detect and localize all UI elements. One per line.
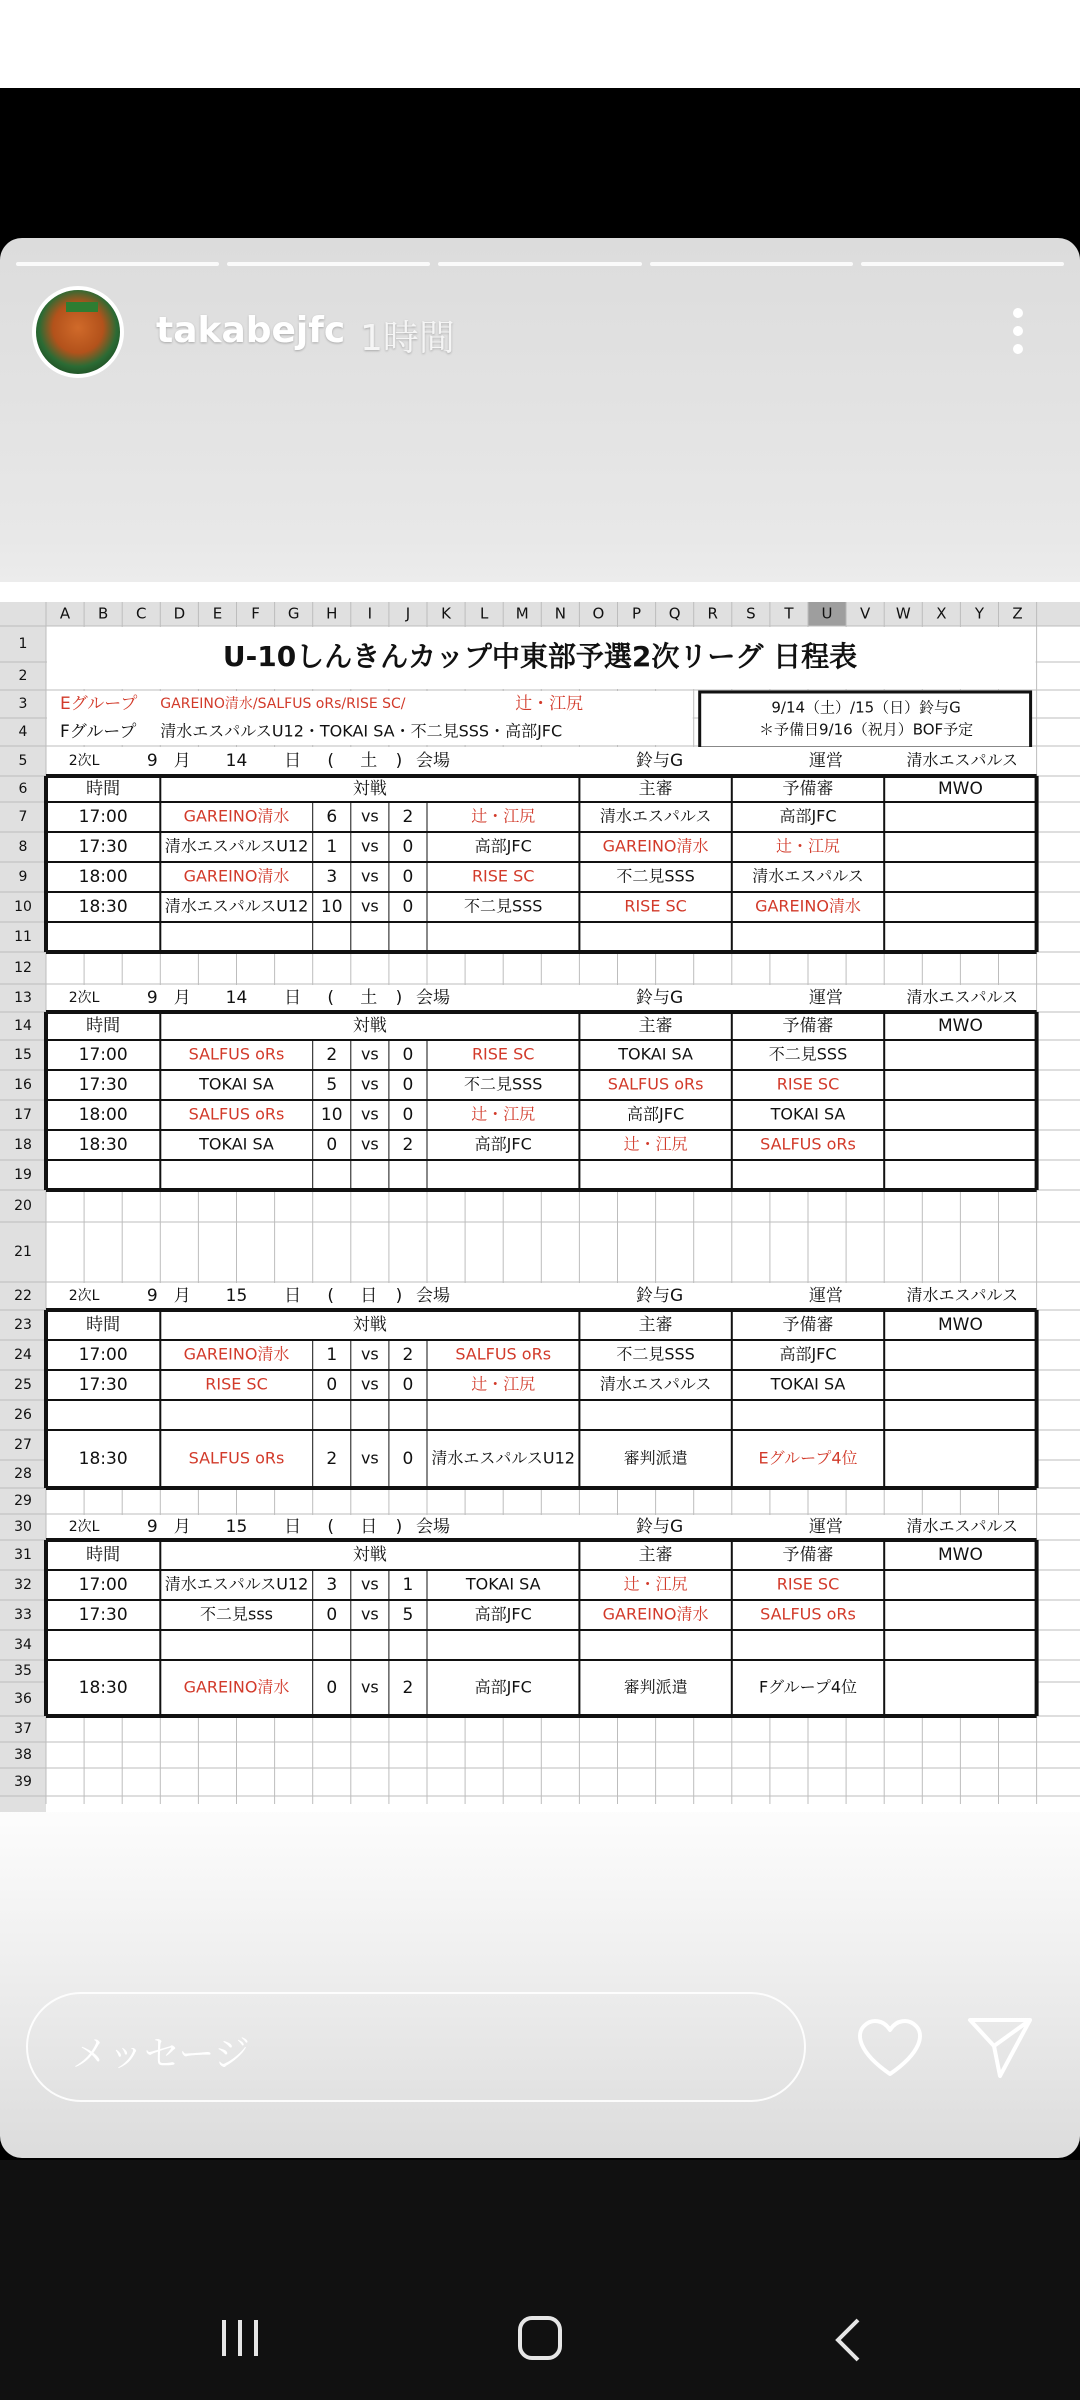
row-header-4: 4 [18, 724, 28, 740]
column-header-S: S [746, 604, 756, 623]
col-header-match: 対戦 [352, 1315, 387, 1335]
block-day-unit: 日 [284, 751, 302, 771]
match-reserve-referee: 辻・江尻 [775, 836, 841, 856]
match-away-team: 不二見SSS [463, 1074, 543, 1094]
notice-line-2: ＊予備日9/16（祝月）BOF予定 [759, 720, 974, 739]
match-away-score: 0 [402, 1075, 414, 1095]
row-header-29: 29 [14, 1493, 32, 1509]
match-time: 17:00 [78, 1575, 128, 1595]
block-operator: 清水エスパルス [906, 1516, 1019, 1536]
match-home-team: 清水エスパルスU12 [164, 896, 309, 916]
match-home-score: 3 [326, 1575, 338, 1595]
block-venue: 鈴与G [636, 1517, 684, 1537]
block-day: 14 [225, 751, 248, 771]
story-card[interactable] [0, 238, 1080, 2158]
status-bar [0, 0, 1080, 88]
match-home-score: 5 [326, 1075, 338, 1095]
block-venue-label: 会場 [416, 1517, 450, 1537]
row-header-14: 14 [14, 1018, 32, 1034]
match-referee: RISE SC [624, 896, 687, 916]
row-header-34: 34 [14, 1637, 32, 1653]
col-header-reserve: 予備審 [782, 1545, 834, 1565]
group-e-label: Eグループ [60, 694, 138, 714]
match-away-team: TOKAI SA [465, 1574, 541, 1594]
match-away-score: 0 [402, 837, 414, 857]
match-home-team: GAREINO清水 [183, 1677, 290, 1697]
match-home-score: 0 [326, 1135, 338, 1155]
column-header-I: I [367, 604, 373, 623]
column-header-D: D [173, 604, 186, 623]
column-header-Z: Z [1012, 604, 1023, 623]
block-venue: 鈴与G [636, 988, 684, 1008]
android-nav-bar [0, 2160, 1080, 2400]
column-header-W: W [895, 604, 911, 623]
column-header-G: G [287, 604, 300, 623]
block-weekday: 日 [360, 1517, 378, 1537]
match-vs: vs [360, 1677, 379, 1697]
match-home-score: 1 [326, 1345, 338, 1365]
match-home-team: RISE SC [205, 1374, 268, 1394]
row-header-26: 26 [14, 1407, 32, 1423]
notice-line-1: 9/14（土）/15（日）鈴与G [771, 698, 961, 717]
match-home-score: 0 [326, 1605, 338, 1625]
match-referee: GAREINO清水 [602, 1604, 709, 1624]
row-header-3: 3 [18, 696, 28, 712]
col-header-match: 対戦 [352, 1545, 387, 1565]
column-header-C: C [136, 604, 147, 623]
match-vs: vs [360, 1044, 379, 1064]
match-vs: vs [360, 1448, 379, 1468]
match-away-team: SALFUS oRs [455, 1344, 552, 1364]
column-header-L: L [479, 604, 489, 623]
match-time: 17:30 [78, 1375, 128, 1395]
group-e-teams: GAREINO清水/SALFUS oRs/RISE SC/ [160, 696, 406, 712]
block-venue: 鈴与G [636, 1286, 684, 1306]
row-header-21: 21 [14, 1244, 32, 1260]
match-away-team: 辻・江尻 [471, 1104, 536, 1124]
col-header-reserve: 予備審 [782, 1016, 834, 1036]
row-header-27: 27 [14, 1437, 32, 1453]
block-month: 9 [146, 751, 158, 771]
row-header-7: 7 [18, 809, 28, 825]
match-vs: vs [360, 1374, 379, 1394]
block-paren-close: ) [395, 1517, 403, 1537]
block-paren-close: ) [395, 988, 403, 1008]
match-reserve-referee: Eグループ4位 [758, 1448, 858, 1468]
row-header-2: 2 [18, 668, 28, 684]
reply-message-input[interactable] [26, 1992, 806, 2102]
progress-segment [861, 262, 1064, 266]
block-month-unit: 月 [173, 1286, 191, 1306]
match-time: 18:00 [78, 1105, 128, 1125]
block-round-label: 2次L [68, 1288, 100, 1304]
match-vs: vs [360, 1574, 379, 1594]
story-time-ago: 1時間 [360, 318, 455, 359]
row-header-10: 10 [14, 899, 32, 915]
heart-icon[interactable] [850, 2006, 930, 2086]
block-weekday: 日 [360, 1286, 378, 1306]
match-referee: 審判派遣 [623, 1448, 688, 1468]
match-reserve-referee: RISE SC [776, 1074, 840, 1094]
match-reserve-referee: 高部JFC [779, 806, 837, 826]
match-away-score: 2 [402, 807, 414, 827]
match-vs: vs [360, 1604, 379, 1624]
match-home-team: SALFUS oRs [188, 1044, 285, 1064]
column-header-O: O [592, 604, 605, 623]
block-month: 9 [146, 1517, 158, 1537]
block-round-label: 2次L [68, 990, 100, 1006]
match-referee: GAREINO清水 [602, 836, 709, 856]
match-time: 17:00 [78, 1045, 128, 1065]
match-time: 17:30 [78, 837, 128, 857]
match-home-team: 清水エスパルスU12 [164, 836, 309, 856]
match-vs: vs [360, 896, 379, 916]
spreadsheet-svg [0, 582, 1080, 1812]
match-reserve-referee: RISE SC [776, 1574, 840, 1594]
match-time: 18:30 [78, 1678, 128, 1698]
group-f-label: Fグループ [60, 722, 137, 742]
row-header-18: 18 [14, 1137, 32, 1153]
match-home-score: 0 [326, 1678, 338, 1698]
column-header-J: J [405, 604, 411, 623]
block-round-label: 2次L [68, 1519, 100, 1535]
col-header-mwo: MWO [937, 1016, 983, 1036]
back-icon[interactable] [828, 2316, 868, 2364]
progress-segment [16, 262, 219, 266]
column-header-K: K [441, 604, 451, 623]
match-vs: vs [360, 1104, 379, 1124]
match-vs: vs [360, 1074, 379, 1094]
row-header-6: 6 [18, 781, 28, 797]
progress-segment [227, 262, 430, 266]
block-day-unit: 日 [284, 988, 302, 1008]
story-progress-bar [16, 262, 1064, 266]
row-header-8: 8 [18, 839, 28, 855]
group-e-teams-extra: 辻・江尻 [515, 694, 584, 714]
col-header-referee: 主審 [638, 1545, 673, 1565]
row-header-5: 5 [18, 753, 28, 769]
row-header-16: 16 [14, 1077, 32, 1093]
col-header-reserve: 予備審 [782, 779, 834, 799]
column-header-M: M [515, 604, 529, 623]
match-reserve-referee: 高部JFC [779, 1344, 837, 1364]
col-header-match: 対戦 [352, 779, 387, 799]
match-away-team: 清水エスパルスU12 [431, 1448, 575, 1468]
match-away-score: 2 [402, 1678, 414, 1698]
row-header-22: 22 [14, 1288, 32, 1304]
block-header-cell [47, 1283, 1036, 1309]
match-home-score: 1 [326, 837, 338, 857]
match-time: 18:30 [78, 897, 128, 917]
row-header-33: 33 [14, 1607, 32, 1623]
match-time: 17:00 [78, 1345, 128, 1365]
column-header-X: X [936, 604, 947, 623]
match-referee: 不二見SSS [616, 1344, 695, 1364]
match-away-score: 5 [402, 1605, 414, 1625]
match-home-team: 不二見sss [199, 1604, 274, 1624]
match-home-score: 2 [326, 1449, 338, 1469]
match-away-team: 辻・江尻 [471, 1374, 536, 1394]
block-operation-label: 運営 [809, 1517, 843, 1537]
match-home-score: 6 [326, 807, 338, 827]
progress-segment [650, 262, 853, 266]
block-month-unit: 月 [173, 988, 191, 1008]
match-home-score: 10 [320, 1105, 343, 1125]
match-time: 17:30 [78, 1075, 128, 1095]
column-header-A: A [59, 604, 71, 623]
match-away-score: 2 [402, 1135, 414, 1155]
row-header-35: 35 [14, 1663, 32, 1679]
more-options-icon[interactable] [1012, 308, 1024, 354]
row-header-9: 9 [18, 869, 28, 885]
row-header-32: 32 [14, 1577, 32, 1593]
match-home-team: GAREINO清水 [183, 866, 290, 886]
block-day: 14 [225, 988, 248, 1008]
block-operator: 清水エスパルス [906, 987, 1019, 1007]
match-home-score: 2 [326, 1045, 338, 1065]
sheet-title: U-10しんきんカップ中東部予選2次リーグ 日程表 [222, 640, 858, 673]
col-header-time: 時間 [86, 1315, 121, 1335]
block-venue-label: 会場 [416, 988, 450, 1008]
match-home-team: SALFUS oRs [188, 1448, 285, 1468]
match-reserve-referee: SALFUS oRs [760, 1604, 856, 1624]
col-header-referee: 主審 [638, 1016, 673, 1036]
profile-avatar[interactable] [32, 286, 124, 378]
match-home-team: GAREINO清水 [183, 806, 290, 826]
block-operator: 清水エスパルス [906, 750, 1019, 770]
match-vs: vs [360, 1134, 379, 1154]
match-referee: 審判派遣 [623, 1677, 688, 1697]
match-away-team: 高部JFC [474, 1677, 532, 1697]
block-paren-open: ( [327, 988, 335, 1008]
match-reserve-referee: Fグループ4位 [758, 1677, 858, 1697]
avatar-badge [66, 302, 98, 312]
match-referee: 清水エスパルス [599, 1374, 712, 1394]
col-header-time: 時間 [86, 779, 121, 799]
block-operator: 清水エスパルス [906, 1285, 1019, 1305]
block-month: 9 [146, 988, 158, 1008]
match-reserve-referee: SALFUS oRs [760, 1134, 856, 1154]
column-header-U: U [821, 604, 833, 623]
column-header-band [0, 602, 1080, 626]
match-reserve-referee: TOKAI SA [770, 1374, 846, 1394]
col-header-mwo: MWO [937, 1315, 983, 1335]
recent-apps-icon[interactable] [218, 2318, 262, 2358]
block-header-cell [47, 1515, 1036, 1539]
row-header-36: 36 [14, 1691, 32, 1707]
row-header-1: 1 [18, 636, 28, 652]
match-referee: 清水エスパルス [599, 806, 712, 826]
column-header-F: F [251, 604, 260, 623]
block-day: 15 [225, 1517, 248, 1537]
match-away-team: RISE SC [471, 866, 535, 886]
block-paren-close: ) [395, 1286, 403, 1306]
progress-segment [438, 262, 641, 266]
row-header-30: 30 [14, 1519, 32, 1535]
match-time: 18:30 [78, 1135, 128, 1155]
column-header-Q: Q [668, 604, 681, 623]
match-away-team: 高部JFC [474, 1134, 532, 1154]
match-time: 17:30 [78, 1605, 128, 1625]
match-referee: 辻・江尻 [623, 1134, 688, 1154]
match-reserve-referee: 清水エスパルス [752, 866, 864, 886]
match-away-score: 2 [402, 1345, 414, 1365]
block-operation-label: 運営 [809, 1286, 843, 1306]
match-home-team: 清水エスパルスU12 [164, 1574, 309, 1594]
column-header-B: B [98, 604, 109, 623]
match-reserve-referee: 不二見SSS [768, 1044, 848, 1064]
block-paren-open: ( [327, 751, 335, 771]
row-header-19: 19 [14, 1167, 32, 1183]
match-home-team: SALFUS oRs [188, 1104, 285, 1124]
match-vs: vs [360, 1344, 379, 1364]
block-month-unit: 月 [173, 751, 191, 771]
match-time: 18:00 [78, 867, 128, 887]
block-venue-label: 会場 [416, 1286, 450, 1306]
col-header-match: 対戦 [352, 1016, 387, 1036]
col-header-mwo: MWO [937, 1545, 983, 1565]
column-header-R: R [707, 604, 718, 623]
match-away-team: RISE SC [471, 1044, 535, 1064]
match-away-score: 0 [402, 1449, 414, 1469]
row-header-13: 13 [14, 990, 32, 1006]
col-header-time: 時間 [86, 1545, 121, 1565]
block-operation-label: 運営 [809, 751, 843, 771]
match-referee: 高部JFC [627, 1104, 685, 1124]
match-home-score: 10 [320, 897, 343, 917]
home-icon[interactable] [518, 2316, 562, 2360]
col-header-reserve: 予備審 [782, 1315, 834, 1335]
match-vs: vs [360, 806, 379, 826]
match-home-score: 0 [326, 1375, 338, 1395]
match-away-score: 0 [402, 1045, 414, 1065]
match-away-team: 高部JFC [474, 836, 532, 856]
column-header-P: P [632, 604, 642, 623]
column-header-E: E [212, 604, 223, 623]
match-vs: vs [360, 866, 379, 886]
row-header-24: 24 [14, 1347, 32, 1363]
group-f-teams: 清水エスパルスU12・TOKAI SA・不二見SSS・高部JFC [160, 721, 563, 741]
match-away-score: 0 [402, 1105, 414, 1125]
match-away-score: 0 [402, 897, 414, 917]
match-referee: 不二見SSS [616, 866, 695, 886]
match-home-team: TOKAI SA [199, 1134, 274, 1154]
block-venue: 鈴与G [636, 751, 684, 771]
block-paren-open: ( [327, 1517, 335, 1537]
match-reserve-referee: GAREINO清水 [755, 896, 861, 916]
row-header-15: 15 [14, 1047, 32, 1063]
row-header-37: 37 [14, 1721, 32, 1737]
row-header-28: 28 [14, 1466, 32, 1482]
match-home-score: 3 [326, 867, 338, 887]
block-weekday: 土 [360, 751, 378, 771]
block-header-cell [47, 747, 1036, 775]
match-referee: 辻・江尻 [623, 1574, 688, 1594]
row-header-31: 31 [14, 1547, 32, 1563]
row-header-23: 23 [14, 1317, 32, 1333]
column-header-H: H [326, 604, 338, 623]
row-header-39: 39 [14, 1774, 32, 1790]
block-day: 15 [225, 1286, 248, 1306]
row-header-11: 11 [14, 929, 32, 945]
row-header-38: 38 [14, 1747, 32, 1763]
row-header-17: 17 [14, 1107, 32, 1123]
col-header-time: 時間 [86, 1016, 121, 1036]
match-reserve-referee: TOKAI SA [770, 1104, 846, 1124]
match-vs: vs [360, 836, 379, 856]
column-header-V: V [860, 604, 871, 623]
match-home-team: TOKAI SA [199, 1074, 274, 1094]
block-round-label: 2次L [68, 753, 100, 769]
story-username[interactable]: takabejfc [156, 310, 346, 351]
match-away-team: 不二見SSS [463, 896, 543, 916]
match-away-score: 0 [402, 1375, 414, 1395]
match-away-team: 辻・江尻 [471, 806, 536, 826]
match-time: 18:30 [78, 1449, 128, 1469]
match-away-score: 0 [402, 867, 414, 887]
block-operation-label: 運営 [809, 988, 843, 1008]
match-referee: TOKAI SA [618, 1044, 693, 1064]
col-header-referee: 主審 [638, 779, 673, 799]
reply-placeholder: メッセージ [72, 2034, 250, 2075]
match-referee: SALFUS oRs [607, 1074, 704, 1094]
col-header-mwo: MWO [937, 779, 983, 799]
match-home-team: GAREINO清水 [183, 1344, 290, 1364]
block-month-unit: 月 [173, 1517, 191, 1537]
col-header-referee: 主審 [638, 1315, 673, 1335]
match-away-team: 高部JFC [474, 1604, 532, 1624]
match-time: 17:00 [78, 807, 128, 827]
block-header-cell [47, 985, 1036, 1011]
send-icon[interactable] [960, 2006, 1040, 2086]
block-venue-label: 会場 [416, 751, 450, 771]
block-day-unit: 日 [284, 1286, 302, 1306]
block-day-unit: 日 [284, 1517, 302, 1537]
block-month: 9 [146, 1286, 158, 1306]
block-paren-open: ( [327, 1286, 335, 1306]
row-header-20: 20 [14, 1198, 32, 1214]
row-header-25: 25 [14, 1377, 32, 1393]
block-paren-close: ) [395, 751, 403, 771]
match-away-score: 1 [402, 1575, 414, 1595]
column-header-T: T [784, 604, 794, 623]
block-weekday: 土 [360, 988, 378, 1008]
column-header-Y: Y [974, 604, 985, 623]
column-header-N: N [554, 604, 566, 623]
schedule-spreadsheet-image [0, 582, 1080, 1812]
row-header-band [0, 626, 46, 1812]
row-header-12: 12 [14, 960, 32, 976]
